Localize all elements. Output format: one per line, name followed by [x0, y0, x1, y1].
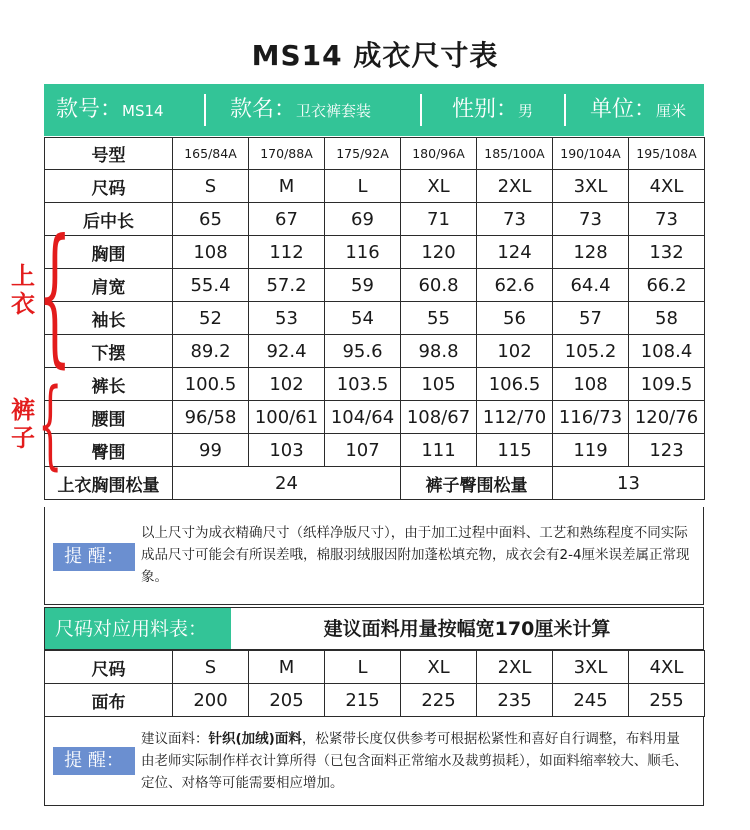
table-cell: 92.4	[249, 335, 325, 368]
table-cell: L	[325, 651, 401, 684]
table-cell: L	[325, 170, 401, 203]
reminder-badge: 提 醒：	[53, 543, 135, 571]
table-row	[45, 269, 705, 302]
row-label: 裤长	[45, 368, 173, 401]
style-value: 卫衣裤套装	[296, 102, 372, 120]
table-cell: M	[249, 651, 325, 684]
table-cell: 67	[249, 203, 325, 236]
table-cell: 57.2	[249, 269, 325, 302]
ease-pants-value: 13	[553, 467, 705, 500]
table-cell: 57	[553, 302, 629, 335]
side-label-top: 上衣	[11, 262, 35, 318]
row-label: 胸围	[45, 236, 173, 269]
row-label: 尺码	[45, 651, 173, 684]
row-label: 下摆	[45, 335, 173, 368]
item-no	[56, 84, 164, 136]
row-label: 肩宽	[45, 269, 173, 302]
table-cell: 170/88A	[249, 138, 325, 170]
table-cell: 175/92A	[325, 138, 401, 170]
table-row	[45, 684, 705, 717]
table-cell: 195/108A	[629, 138, 705, 170]
page-title: MS14 成衣尺寸表	[251, 39, 499, 72]
table-cell: 3XL	[553, 651, 629, 684]
table-row	[45, 368, 705, 401]
gender	[452, 84, 533, 136]
table-cell: XL	[401, 170, 477, 203]
table-cell: 100/61	[249, 401, 325, 434]
item-no-value: MS14	[122, 102, 164, 120]
top-brace-icon: {	[38, 208, 72, 382]
table-row	[45, 236, 705, 269]
row-label: 袖长	[45, 302, 173, 335]
side-label-pants: 裤子	[11, 396, 35, 452]
table-cell: 255	[629, 684, 705, 717]
ease-top-label: 上衣胸围松量	[45, 467, 173, 500]
table-cell: 225	[401, 684, 477, 717]
table-cell: 105.2	[553, 335, 629, 368]
table-cell: 106.5	[477, 368, 553, 401]
gender-value: 男	[518, 102, 534, 120]
table-cell: 165/84A	[173, 138, 249, 170]
table-cell: 53	[249, 302, 325, 335]
row-label: 面布	[45, 684, 173, 717]
table-cell: 115	[477, 434, 553, 467]
table-cell: 105	[401, 368, 477, 401]
style-name	[230, 84, 371, 136]
table-cell: 116	[325, 236, 401, 269]
row-label: 后中长	[45, 203, 173, 236]
reminder-text: 以上尺寸为成衣精确尺寸（纸样净版尺寸），由于加工过程中面料、工艺和熟练程度不同实际成品尺寸可能会有所误差哦，棉服羽绒服因附加蓬松填充物，成衣会有2-4厘米误差属正常现象。	[141, 525, 690, 585]
table-cell: 2XL	[477, 170, 553, 203]
table-cell: 119	[553, 434, 629, 467]
table-cell: 89.2	[173, 335, 249, 368]
table-cell: 4XL	[629, 170, 705, 203]
table-cell: S	[173, 170, 249, 203]
table-row	[45, 434, 705, 467]
table-cell: 180/96A	[401, 138, 477, 170]
table-cell: 107	[325, 434, 401, 467]
reminder-box	[44, 507, 704, 605]
table-cell: 123	[629, 434, 705, 467]
reminder-rest: ，松紧带长度仅供参考可根据松紧性和喜好自行调整，布料用量由老师实际制作样衣计算所得（已包含面料正常缩水及裁剪损耗），如面料缩率较大、顺毛、定位、对格等可能需要相应增加。	[141, 731, 688, 791]
table-cell: 73	[629, 203, 705, 236]
row-label: 臀围	[45, 434, 173, 467]
unit	[590, 84, 686, 136]
table-cell: 95.6	[325, 335, 401, 368]
reminder-badge: 提 醒：	[53, 747, 135, 775]
table-cell: 245	[553, 684, 629, 717]
table-cell: S	[173, 651, 249, 684]
table-cell: 62.6	[477, 269, 553, 302]
fabric-table	[44, 650, 705, 717]
table-cell: 54	[325, 302, 401, 335]
table-cell: 205	[249, 684, 325, 717]
table-cell: 99	[173, 434, 249, 467]
header-divider	[420, 94, 422, 126]
header-divider	[564, 94, 566, 126]
table-cell: 112/70	[477, 401, 553, 434]
style-label: 款名：	[230, 97, 297, 122]
table-cell: 108.4	[629, 335, 705, 368]
ease-top-value: 24	[173, 467, 401, 500]
fabric-header	[44, 607, 704, 650]
table-cell: 124	[477, 236, 553, 269]
table-cell: 185/100A	[477, 138, 553, 170]
table-cell: 55.4	[173, 269, 249, 302]
table-cell: 108/67	[401, 401, 477, 434]
table-cell: 73	[477, 203, 553, 236]
table-cell: 98.8	[401, 335, 477, 368]
reminder-box	[44, 716, 704, 806]
table-cell: 215	[325, 684, 401, 717]
table-cell: 60.8	[401, 269, 477, 302]
fabric-suggestion: 建议面料用量按幅宽170厘米计算	[323, 618, 611, 640]
table-cell: 71	[401, 203, 477, 236]
item-no-label: 款号：	[56, 97, 123, 122]
table-cell: 190/104A	[553, 138, 629, 170]
table-cell: 132	[629, 236, 705, 269]
table-cell: 66.2	[629, 269, 705, 302]
table-cell: 56	[477, 302, 553, 335]
table-cell: 100.5	[173, 368, 249, 401]
table-cell: 108	[553, 368, 629, 401]
reminder-fabric-type: 针织(加绒)面料	[208, 731, 302, 747]
table-cell: 103.5	[325, 368, 401, 401]
table-cell: 64.4	[553, 269, 629, 302]
table-row	[45, 138, 705, 170]
reminder-text	[141, 728, 693, 794]
info-header	[44, 84, 704, 136]
table-cell: 4XL	[629, 651, 705, 684]
table-cell: M	[249, 170, 325, 203]
table-cell: 112	[249, 236, 325, 269]
table-cell: 120/76	[629, 401, 705, 434]
table-row	[45, 401, 705, 434]
ease-pants-label: 裤子臀围松量	[401, 467, 553, 500]
table-cell: 200	[173, 684, 249, 717]
table-row	[45, 203, 705, 236]
table-cell: 120	[401, 236, 477, 269]
row-label: 腰围	[45, 401, 173, 434]
table-cell: 109.5	[629, 368, 705, 401]
unit-label: 单位：	[590, 97, 657, 122]
table-cell: 69	[325, 203, 401, 236]
table-cell: 96/58	[173, 401, 249, 434]
ease-row	[45, 467, 705, 500]
fabric-tag: 尺码对应用料表：	[45, 608, 231, 649]
table-cell: 3XL	[553, 170, 629, 203]
table-cell: 102	[477, 335, 553, 368]
table-row	[45, 335, 705, 368]
table-cell: 2XL	[477, 651, 553, 684]
table-cell: XL	[401, 651, 477, 684]
header-divider	[204, 94, 206, 126]
table-cell: 102	[249, 368, 325, 401]
table-row	[45, 651, 705, 684]
pants-brace-icon: {	[38, 368, 63, 480]
table-cell: 52	[173, 302, 249, 335]
table-cell: 59	[325, 269, 401, 302]
table-cell: 116/73	[553, 401, 629, 434]
unit-value: 厘米	[656, 102, 687, 120]
table-cell: 73	[553, 203, 629, 236]
table-cell: 111	[401, 434, 477, 467]
table-row	[45, 170, 705, 203]
gender-label: 性别：	[452, 97, 519, 122]
table-cell: 104/64	[325, 401, 401, 434]
table-cell: 128	[553, 236, 629, 269]
table-cell: 235	[477, 684, 553, 717]
table-cell: 108	[173, 236, 249, 269]
table-row	[45, 302, 705, 335]
table-cell: 55	[401, 302, 477, 335]
table-cell: 65	[173, 203, 249, 236]
table-cell: 103	[249, 434, 325, 467]
table-cell: 58	[629, 302, 705, 335]
row-label: 尺码	[45, 170, 173, 203]
reminder-lead: 建议面料：	[141, 731, 209, 747]
row-label: 号型	[45, 138, 173, 170]
size-table	[44, 137, 705, 500]
